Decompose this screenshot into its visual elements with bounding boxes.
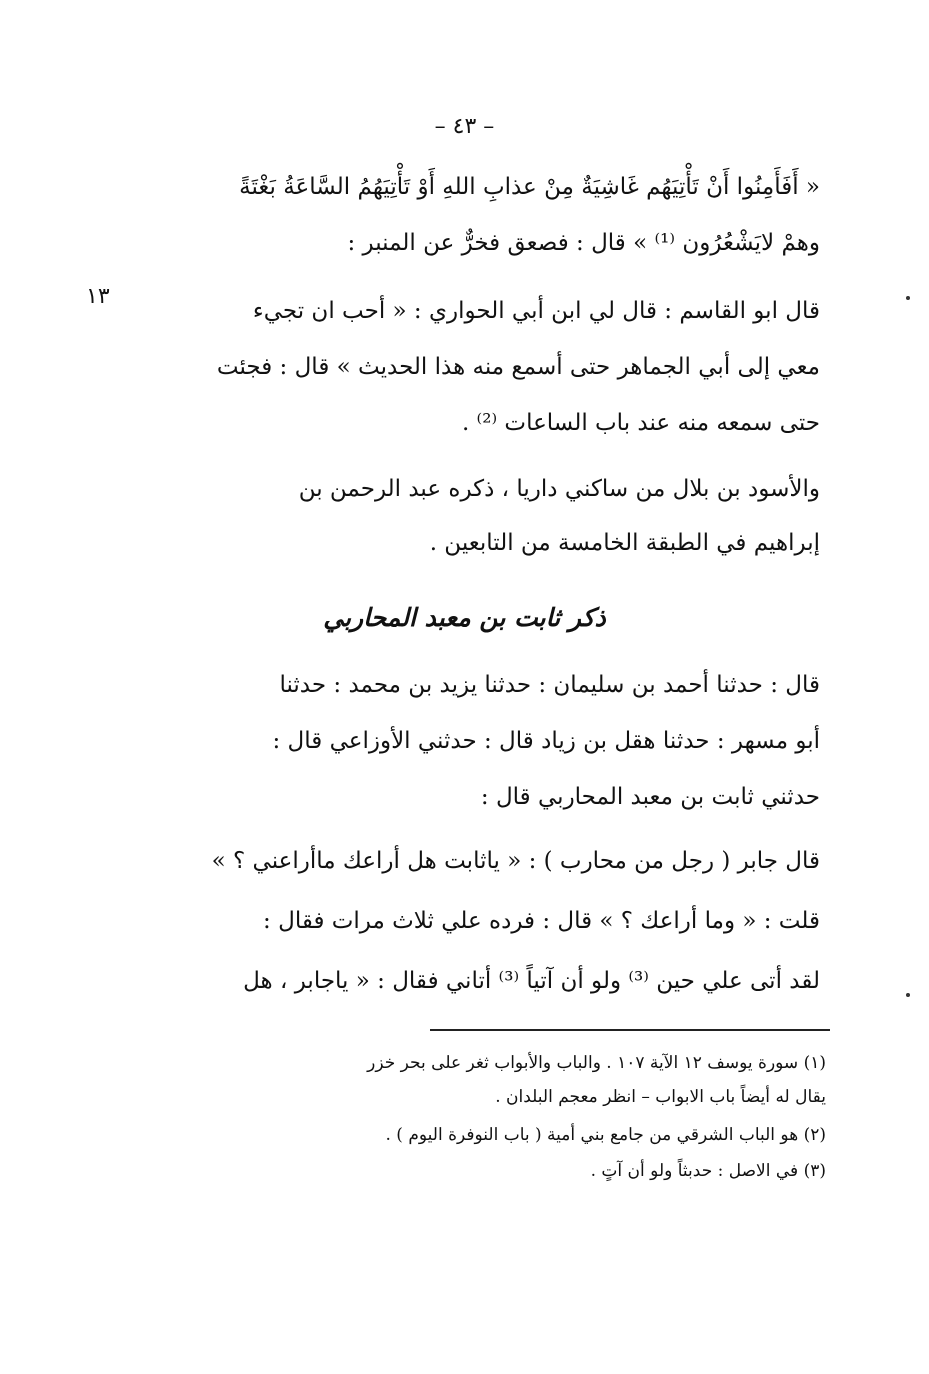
- body-text-bottom: [178, 660, 820, 1020]
- text-line: قال ابو القاسم : قال لي ابن أبي الحواري : « أحب ان تجيء: [252, 298, 820, 324]
- margin-line-number: ١٣: [86, 284, 110, 309]
- page-number: – ٤٣ –: [434, 114, 495, 139]
- text-line: وهمْ لايَشْعُرُون ⁽¹⁾ » قال : فصعق فخرٌّ عن المنبر :: [347, 230, 820, 256]
- text-line: حدثني ثابت بن معبد المحاربي قال :: [480, 784, 820, 810]
- text-line: قال جابر ( رجل من محارب ) : « ياثابت هل أراعك ماأراعني ؟ »: [211, 848, 820, 874]
- footnote-2: (٢) هو الباب الشرقي من جامع بني أمية ( باب النوفرة اليوم ) .: [385, 1125, 826, 1145]
- footnote-3: (٣) في الاصل : حدبثاً ولو أن آتٍ .: [590, 1161, 826, 1181]
- text-line: أبو مسهر : حدثنا هقل بن زياد قال : حدثني الأوزاعي قال :: [272, 728, 820, 754]
- footnote-divider: [430, 1029, 830, 1031]
- text-line: قال : حدثنا أحمد بن سليمان : حدثنا يزيد بن محمد : حدثنا: [279, 672, 820, 698]
- margin-dot-mark: [906, 296, 910, 300]
- footnote-1: (١) سورة يوسف ١٢ الآية ١٠٧ . والباب والأبواب ثغر على بحر خزر: [367, 1053, 826, 1073]
- text-line: قلت : « وما أراعك ؟ » قال : فرده علي ثلاث مرات فقال :: [263, 908, 820, 934]
- footnote-1-continuation: يقال له أيضاً باب الابواب – انظر معجم البلدان .: [495, 1087, 826, 1107]
- section-heading: ذكر ثابت بن معبد المحاربي: [323, 603, 606, 632]
- body-text-top: [178, 162, 820, 582]
- text-line: إبراهيم في الطبقة الخامسة من التابعين .: [429, 530, 820, 556]
- margin-dot-mark: [906, 993, 910, 997]
- footnotes: [178, 1046, 826, 1216]
- text-line: حتى سمعه منه عند باب الساعات ⁽²⁾ .: [461, 410, 820, 436]
- text-line: لقد أتى علي حين ⁽³⁾ ولو أن آتياً ⁽³⁾ أتاني فقال : « ياجابر ، هل: [243, 968, 820, 994]
- text-line: « أَفَأَمِنُوا أَنْ تَأْتِيَهُم غَاشِيَةٌ مِنْ عذابِ اللهِ أَوْ تَأْتِيَهُمُ السَّاعَةُ بَغْتَةً: [239, 174, 820, 200]
- text-line: معي إلى أبي الجماهر حتى أسمع منه هذا الحديث » قال : فجئت: [216, 354, 820, 380]
- text-line: والأسود بن بلال من ساكني داريا ، ذكره عبد الرحمن بن: [298, 476, 820, 502]
